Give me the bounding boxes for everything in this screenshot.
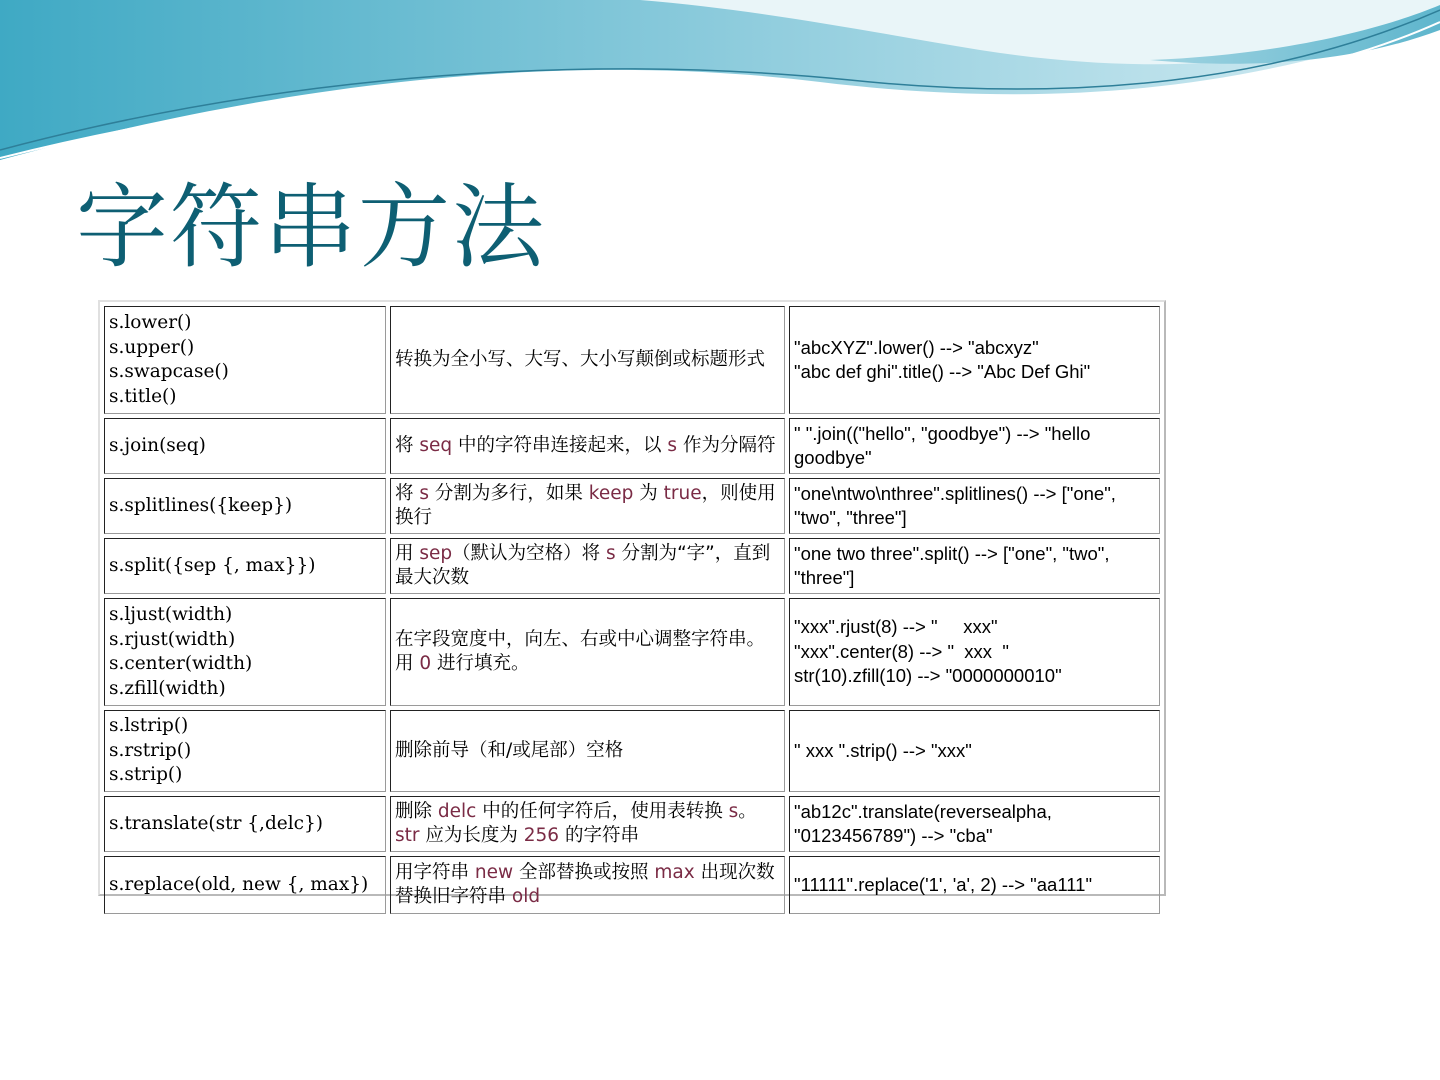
example-code: str(10).zfill(10) --> "0000000010" <box>794 665 1062 687</box>
method-cell <box>104 478 386 534</box>
description-keyword: str <box>395 825 420 846</box>
description-text: （默认为空格）将 <box>452 542 607 564</box>
description-keyword: s <box>606 542 616 564</box>
table-row <box>104 478 1160 534</box>
description-cell <box>390 710 785 792</box>
description-cell <box>390 418 785 474</box>
example-cell <box>789 478 1160 534</box>
description-keyword: true <box>663 482 702 504</box>
description-text: 分割为多行，如果 <box>429 482 589 504</box>
method-signature: s.lower() <box>109 312 192 333</box>
example-code: "11111".replace('1', 'a', 2) --> "aa111" <box>794 873 1093 895</box>
description-text: 全部替换或按照 <box>513 861 655 883</box>
description-keyword: new <box>474 861 514 883</box>
method-signature: s.strip() <box>109 764 183 786</box>
example-code: "one two three".split() --> ["one", "two", "three"] <box>794 542 1115 588</box>
description-text: 出现次数替换旧字符串 <box>395 861 775 907</box>
description-keyword: delc <box>437 800 477 822</box>
example-cell <box>789 418 1160 474</box>
description-text: 。 <box>738 800 757 822</box>
method-signature: s.split({sep {, max}}) <box>109 554 316 576</box>
method-cell <box>104 306 386 414</box>
method-signature: s.rjust(width) <box>109 628 236 650</box>
table-row <box>104 710 1160 792</box>
example-cell <box>789 598 1160 706</box>
description-keyword: 0 <box>419 653 432 674</box>
page-title: 字符串方法 <box>76 174 547 281</box>
table-row <box>104 856 1160 914</box>
method-cell <box>104 598 386 706</box>
description-cell <box>390 306 785 414</box>
example-cell <box>789 306 1160 414</box>
description-keyword: seq <box>419 434 453 456</box>
method-cell <box>104 710 386 792</box>
description-text: 为 <box>633 482 664 504</box>
example-code: "abc def ghi".title() --> "Abc Def Ghi" <box>794 361 1091 382</box>
description-text: 转换为全小写、大写、大小写颠倒或标题形式 <box>395 348 766 370</box>
example-code: "xxx".rjust(8) --> " xxx" <box>794 616 998 638</box>
example-cell <box>789 796 1160 852</box>
string-methods-table <box>100 302 1164 918</box>
table-row <box>104 418 1160 474</box>
example-code: "xxx".center(8) --> " xxx " <box>794 640 1009 662</box>
description-text: 中的字符串连接起来，以 <box>452 434 668 456</box>
description-cell <box>390 796 785 852</box>
description-text: 进行填充。 <box>431 653 530 674</box>
method-signature: s.rstrip() <box>109 739 192 761</box>
description-text: 用 <box>395 542 420 564</box>
example-cell <box>789 856 1160 914</box>
table-row <box>104 598 1160 706</box>
description-text: 作为分隔符 <box>677 434 776 456</box>
method-signature: s.upper() <box>109 336 195 358</box>
example-code: " ".join(("hello", "goodbye") --> "hello goodbye" <box>794 422 1096 468</box>
description-text: 的字符串 <box>559 825 639 846</box>
method-signature: s.translate(str {,delc}) <box>109 812 323 834</box>
method-signature: s.splitlines({keep}) <box>109 494 293 516</box>
table-row <box>104 538 1160 594</box>
description-text: 在字段宽度中，向左、右或中心调整字符串。用 <box>395 628 766 674</box>
description-keyword: s <box>728 800 739 822</box>
example-code: " xxx ".strip() --> "xxx" <box>794 739 972 761</box>
method-signature: s.replace(old, new {, max}) <box>109 873 369 895</box>
description-text: 分割为“字”，直到最大次数 <box>395 542 771 588</box>
method-signature: s.lstrip() <box>109 715 189 737</box>
method-signature: s.swapcase() <box>109 361 229 382</box>
example-code: "abcXYZ".lower() --> "abcxyz" <box>794 336 1039 358</box>
method-cell <box>104 538 386 594</box>
description-cell <box>390 478 785 534</box>
example-cell <box>789 538 1160 594</box>
example-cell <box>789 710 1160 792</box>
table-row <box>104 796 1160 852</box>
table-row <box>104 306 1160 414</box>
description-text: 将 <box>395 434 420 456</box>
example-code: "one\ntwo\nthree".splitlines() --> ["one", "two", "three"] <box>794 482 1122 528</box>
description-text: ，则使用换行 <box>395 482 776 528</box>
description-keyword: keep <box>588 482 634 504</box>
method-signature: s.ljust(width) <box>109 604 233 625</box>
method-signature: s.join(seq) <box>109 434 206 456</box>
wave-banner <box>0 0 1440 180</box>
description-text: 中的任何字符后，使用表转换 <box>476 800 729 822</box>
description-keyword: s <box>419 482 430 504</box>
method-signature: s.title() <box>109 385 177 407</box>
method-signature: s.zfill(width) <box>109 677 226 699</box>
example-code: "ab12c".translate(reversealpha, "0123456789") --> "cba" <box>794 800 1058 846</box>
description-cell <box>390 856 785 914</box>
description-keyword: s <box>667 434 678 456</box>
description-text: 用字符串 <box>395 861 475 883</box>
description-text: 应为长度为 <box>419 825 524 846</box>
methods-table-frame <box>98 300 1166 907</box>
method-cell <box>104 856 386 914</box>
description-cell <box>390 538 785 594</box>
description-text: 将 <box>395 482 420 504</box>
description-text: 删除 <box>395 800 438 822</box>
method-cell <box>104 796 386 852</box>
method-signature: s.center(width) <box>109 653 253 674</box>
description-keyword: 256 <box>523 825 560 846</box>
description-cell <box>390 598 785 706</box>
description-keyword: sep <box>419 542 453 564</box>
description-keyword: old <box>511 886 541 907</box>
description-text: 删除前导（和/或尾部）空格 <box>395 739 624 761</box>
method-cell <box>104 418 386 474</box>
description-keyword: max <box>654 861 695 883</box>
